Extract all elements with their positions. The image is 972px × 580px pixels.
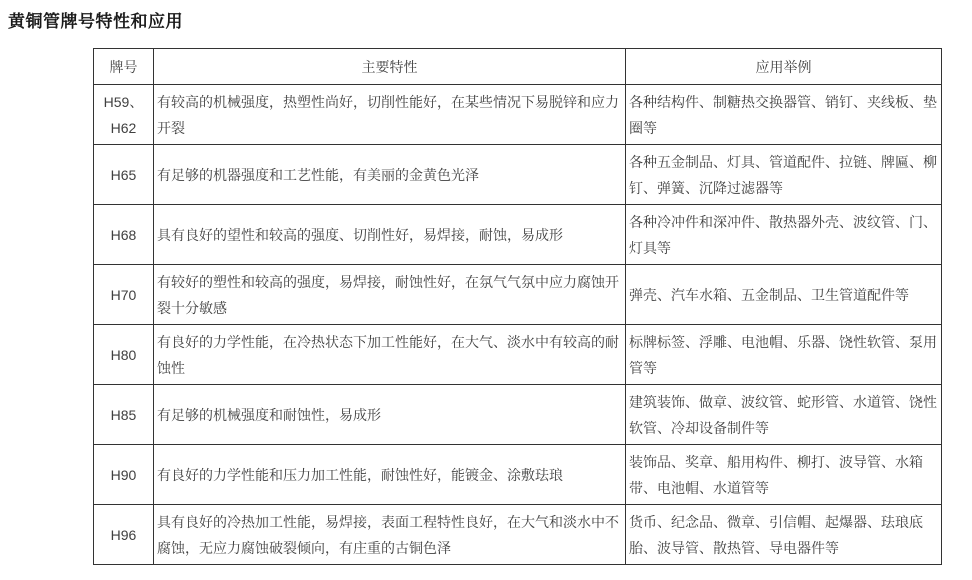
grade-cell: H70 xyxy=(94,265,154,325)
table-body xyxy=(94,85,942,565)
characteristics-cell: 有较好的塑性和较高的强度，易焊接，耐蚀性好，在氛气气氛中应力腐蚀开裂十分敏感 xyxy=(154,265,626,325)
characteristics-cell: 有良好的力学性能，在冷热状态下加工性能好，在大气、淡水中有较高的耐蚀性 xyxy=(154,325,626,385)
applications-cell: 弹壳、汽车水箱、五金制品、卫生管道配件等 xyxy=(626,265,942,325)
applications-cell: 建筑装饰、做章、波纹管、蛇形管、水道管、饶性软管、冷却设备制件等 xyxy=(626,385,942,445)
table-header-row xyxy=(94,49,942,85)
table-row xyxy=(94,85,942,145)
brass-grade-table xyxy=(93,48,942,565)
table-row xyxy=(94,145,942,205)
characteristics-cell: 具有良好的冷热加工性能，易焊接，表面工程特性良好，在大气和淡水中不腐蚀，无应力腐蚀破裂倾向，有庄重的古铜色泽 xyxy=(154,505,626,565)
applications-cell: 装饰品、奖章、船用构件、柳打、波导管、水箱带、电池帽、水道管等 xyxy=(626,445,942,505)
table-row xyxy=(94,205,942,265)
applications-cell: 货币、纪念品、微章、引信帽、起爆器、珐琅底胎、波导管、散热管、导电器件等 xyxy=(626,505,942,565)
grade-cell: H90 xyxy=(94,445,154,505)
grade-cell: H96 xyxy=(94,505,154,565)
grade-cell: H65 xyxy=(94,145,154,205)
header-grade: 牌号 xyxy=(94,49,154,85)
applications-cell: 各种冷冲件和深冲件、散热器外壳、波纹管、门、灯具等 xyxy=(626,205,942,265)
grade-cell: H59、H62 xyxy=(94,85,154,145)
header-applications: 应用举例 xyxy=(626,49,942,85)
grade-cell: H68 xyxy=(94,205,154,265)
applications-cell: 各种结构件、制糖热交换器管、销钉、夹线板、垫圈等 xyxy=(626,85,942,145)
characteristics-cell: 有足够的机械强度和耐蚀性，易成形 xyxy=(154,385,626,445)
header-characteristics: 主要特性 xyxy=(154,49,626,85)
characteristics-cell: 具有良好的望性和较高的强度、切削性好，易焊接，耐蚀，易成形 xyxy=(154,205,626,265)
table-row xyxy=(94,385,942,445)
characteristics-cell: 有足够的机器强度和工艺性能，有美丽的金黄色光泽 xyxy=(154,145,626,205)
characteristics-cell: 有较高的机械强度，热塑性尚好，切削性能好，在某些情况下易脱锌和应力开裂 xyxy=(154,85,626,145)
grade-cell: H85 xyxy=(94,385,154,445)
applications-cell: 标牌标签、浮雕、电池帽、乐器、饶性软管、泵用管等 xyxy=(626,325,942,385)
characteristics-cell: 有良好的力学性能和压力加工性能，耐蚀性好，能镀金、涂敷珐琅 xyxy=(154,445,626,505)
table-row xyxy=(94,445,942,505)
page-title: 黄铜管牌号特性和应用 xyxy=(8,12,183,31)
table-row xyxy=(94,265,942,325)
grade-cell: H80 xyxy=(94,325,154,385)
applications-cell: 各种五金制品、灯具、管道配件、拉链、牌匾、柳钉、弹簧、沉降过滤器等 xyxy=(626,145,942,205)
table-row xyxy=(94,325,942,385)
table-row xyxy=(94,505,942,565)
